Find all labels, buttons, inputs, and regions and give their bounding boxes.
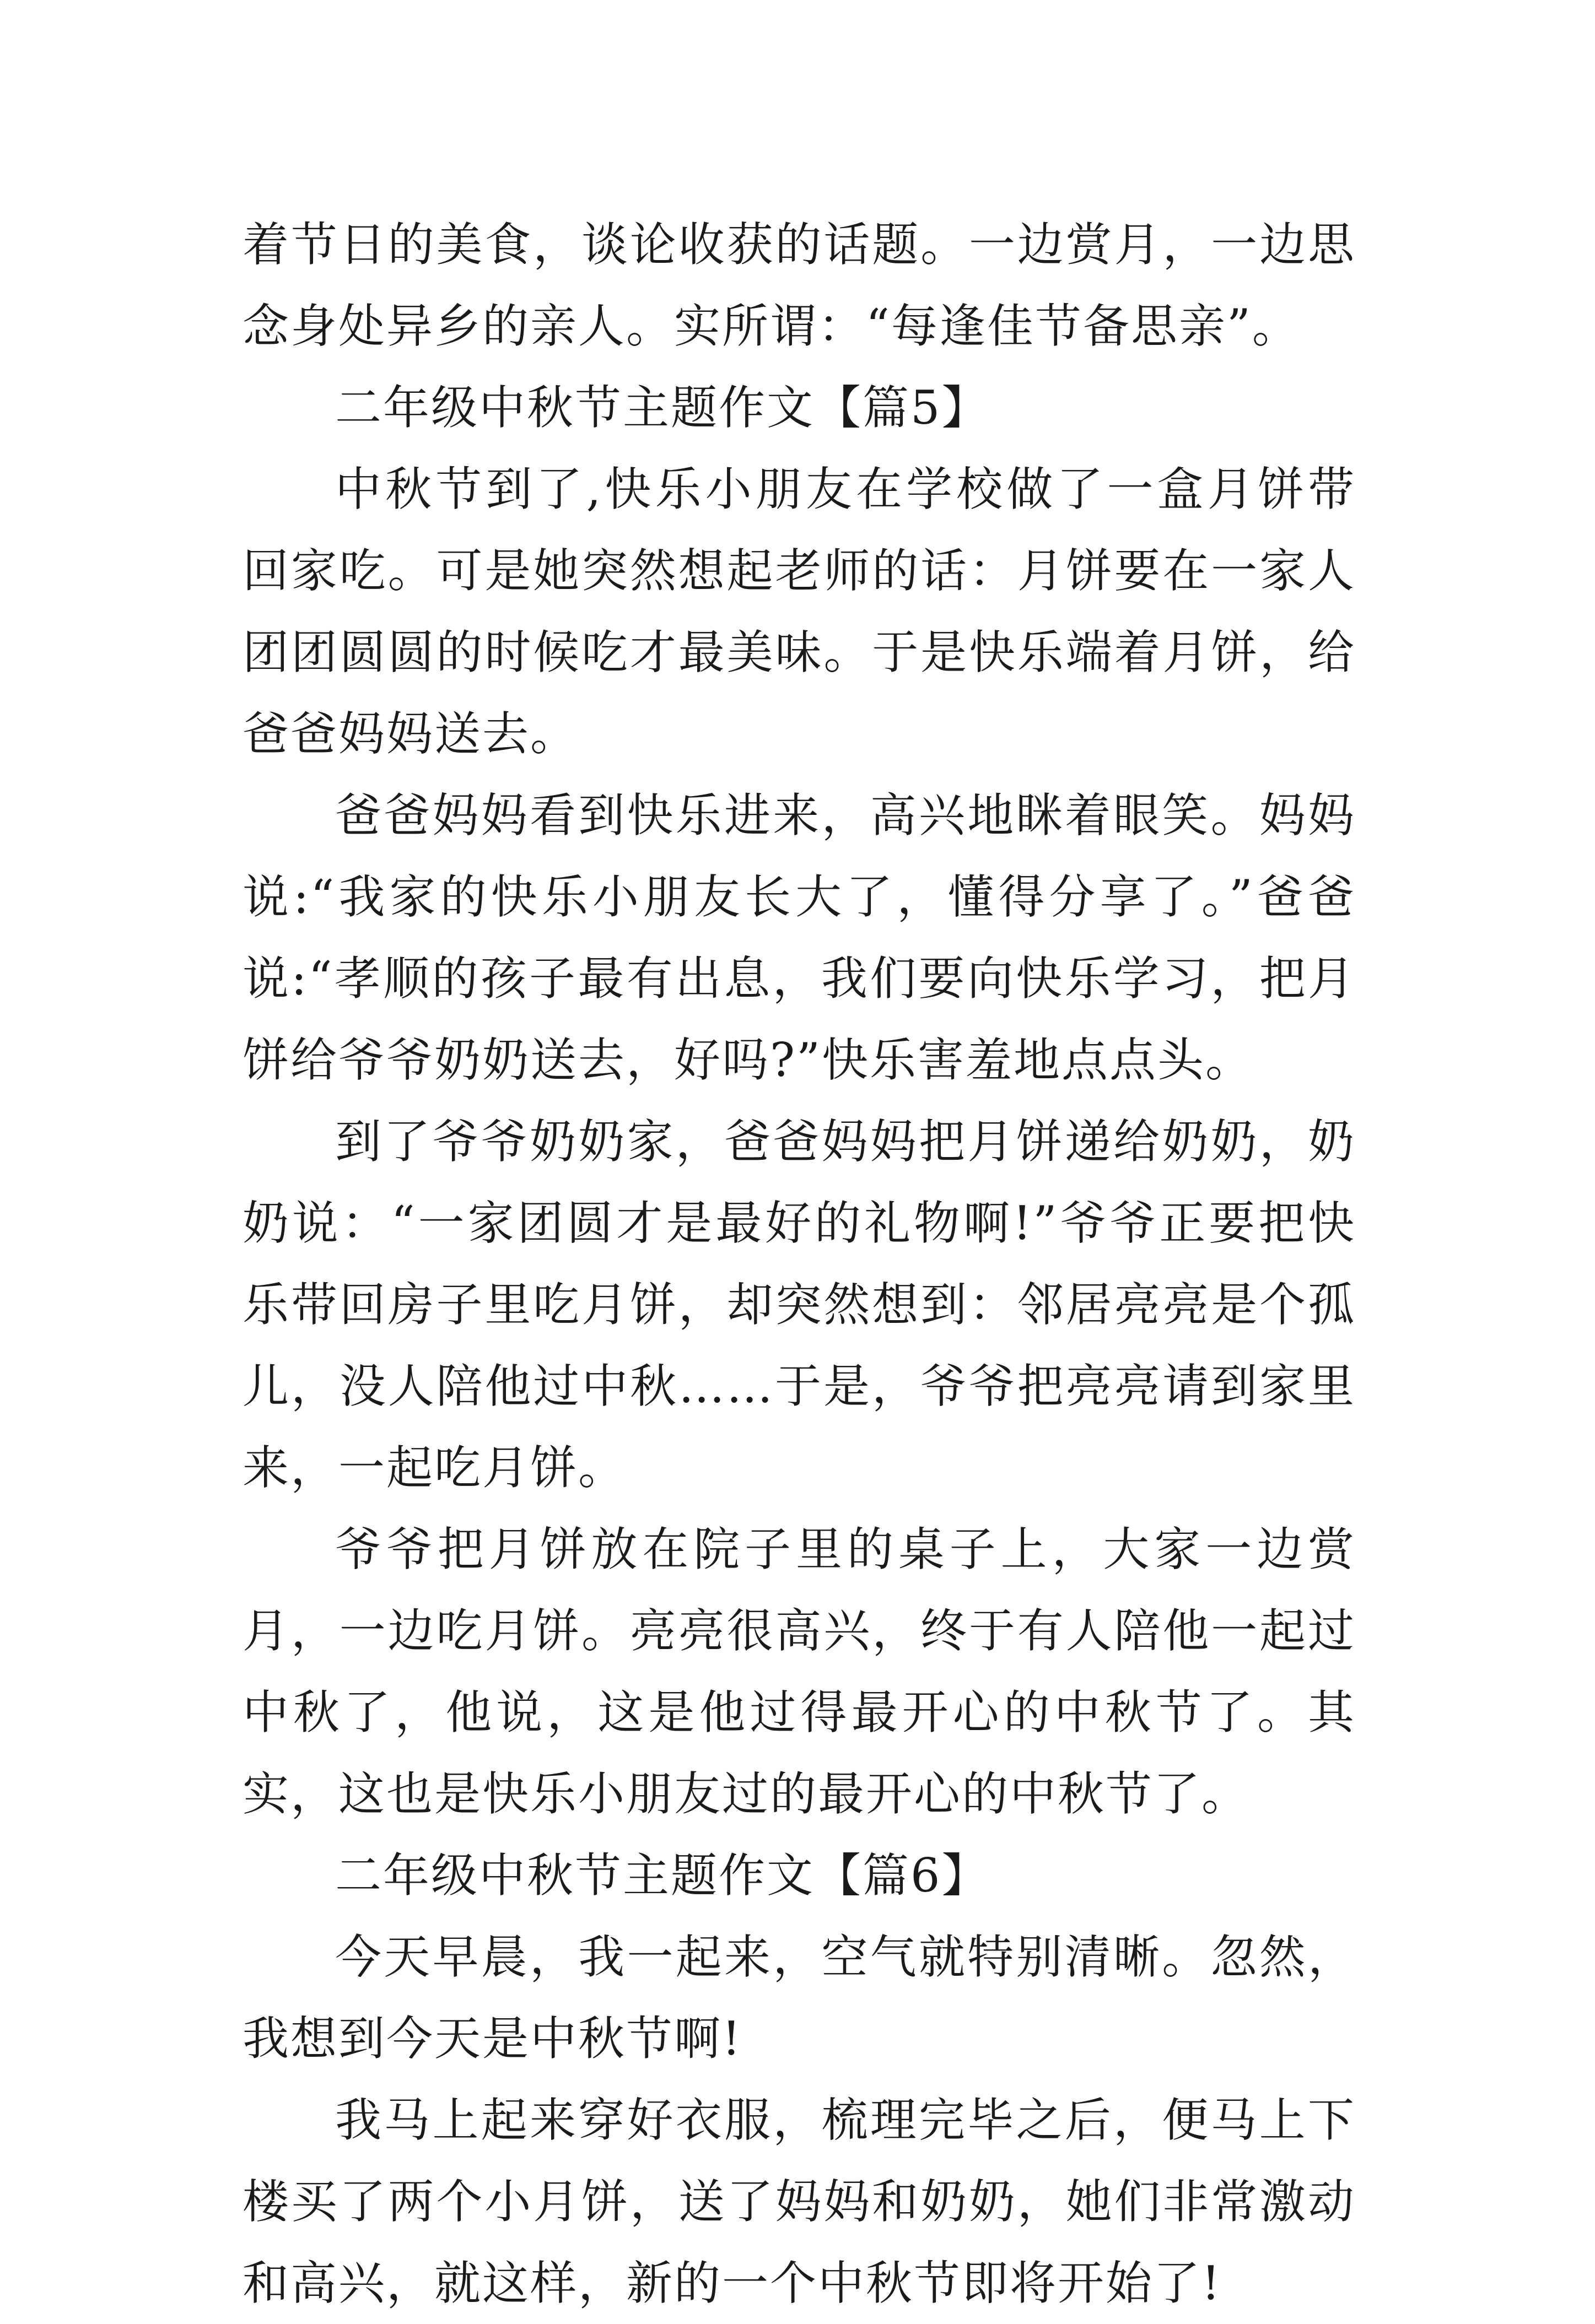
- section-heading-5: 二年级中秋节主题作文【篇5】: [335, 381, 990, 435]
- paragraph: 爷爷把月饼放在院子里的桌子上，大家一边赏月，一边吃月饼。亮亮很高兴，终于有人陪他一起过中秋了，他说，这是他过得最开心的中秋节了。其实，这也是快乐小朋友过的最开心的中秋节了。: [243, 1522, 1356, 1821]
- paragraph: 我马上起来穿好衣服，梳理完毕之后，便马上下楼买了两个小月饼，送了妈妈和奶奶，她们非常激动和高兴，就这样，新的一个中秋节即将开始了!: [243, 2093, 1356, 2310]
- paragraph: 到了爷爷奶奶家，爸爸妈妈把月饼递给奶奶，奶奶说：“一家团圆才是最好的礼物啊!”爷爷正要把快乐带回房子里吃月饼，却突然想到：邻居亮亮是个孤儿，没人陪他过中秋……于是，爷爷把亮亮请到家里来，一起吃月饼。: [243, 1115, 1356, 1495]
- paragraph: 中秋节到了,快乐小朋友在学校做了一盒月饼带回家吃。可是她突然想起老师的话：月饼要在一家人团团圆圆的时候吃才最美味。于是快乐端着月饼，给爸爸妈妈送去。: [243, 462, 1356, 761]
- document-body: [243, 204, 1356, 2324]
- section-heading-6: 二年级中秋节主题作文【篇6】: [335, 1849, 990, 1903]
- paragraph: 爸爸妈妈看到快乐进来，高兴地眯着眼笑。妈妈说:“我家的快乐小朋友长大了，懂得分享了。”爸爸说:“孝顺的孩子最有出息，我们要向快乐学习，把月饼给爷爷奶奶送去，好吗?”快乐害羞地点点头。: [243, 788, 1356, 1087]
- paragraph-continuation: 着节日的美食，谈论收获的话题。一边赏月，一边思念身处异乡的亲人。实所谓：“每逢佳节备思亲”。: [243, 218, 1356, 353]
- paragraph: 今天早晨，我一起来，空气就特别清晰。忽然，我想到今天是中秋节啊!: [243, 1930, 1356, 2066]
